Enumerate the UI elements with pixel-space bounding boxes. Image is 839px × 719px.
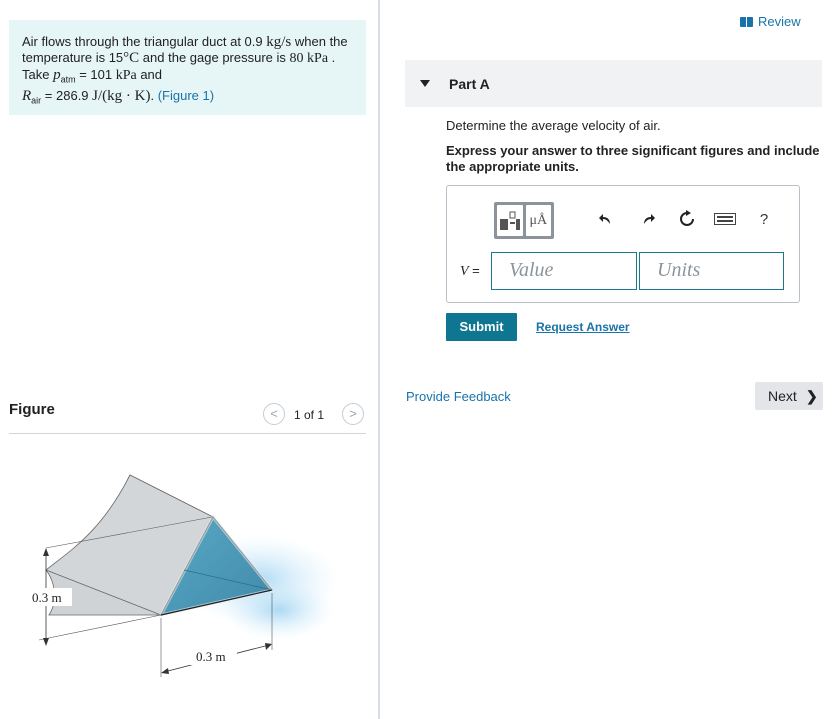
help-icon[interactable]: ? xyxy=(759,210,769,228)
degree-symbol: ° xyxy=(123,50,130,66)
celsius-symbol: C xyxy=(129,50,140,66)
flow-units: kg/s xyxy=(266,34,292,50)
figure-header xyxy=(9,400,366,434)
figure-pager: 1 of 1 xyxy=(294,408,325,422)
question-text: Determine the average velocity of air. xyxy=(446,118,661,133)
template-button-group xyxy=(494,202,554,239)
keyboard-icon[interactable] xyxy=(713,209,737,229)
dim-arrow xyxy=(43,638,49,646)
gas-constant-units: J/(kg · K) xyxy=(92,87,151,104)
dim-arrow xyxy=(43,548,49,556)
dim-arrow xyxy=(265,643,272,650)
review-label: Review xyxy=(758,14,801,29)
triangular-duct-drawing xyxy=(9,440,369,690)
part-a-header[interactable] xyxy=(405,60,822,107)
figure-title: Figure xyxy=(9,401,55,418)
figure-link[interactable]: (Figure 1) xyxy=(157,87,215,103)
templates-icon xyxy=(499,210,521,232)
next-button[interactable] xyxy=(755,382,823,410)
velocity-symbol: V xyxy=(460,264,469,279)
problem-text: . xyxy=(150,87,158,103)
submit-button[interactable]: Submit xyxy=(446,313,517,341)
r-symbol: R xyxy=(22,87,32,104)
dim-height-label: 0.3 m xyxy=(32,590,62,605)
undo-icon[interactable] xyxy=(596,209,616,229)
p-symbol: p xyxy=(53,67,61,83)
equals-sign: = xyxy=(468,263,480,278)
redo-icon[interactable] xyxy=(638,209,658,229)
answer-box xyxy=(446,185,800,303)
problem-text: = 101 xyxy=(75,67,116,82)
dim-width-label: 0.3 m xyxy=(196,649,226,664)
caret-down-icon[interactable] xyxy=(420,80,430,87)
kpa-units: kPa xyxy=(115,68,137,83)
answer-instructions: Express your answer to three significant figures and include the appropriate units. xyxy=(446,143,820,174)
value-input[interactable]: Value xyxy=(491,252,637,290)
problem-text: = 286.9 xyxy=(41,87,93,103)
figure-illustration xyxy=(9,440,369,690)
dim-arrow xyxy=(161,668,169,674)
figure-prev-button[interactable]: < xyxy=(263,403,285,425)
left-column xyxy=(0,0,380,719)
micro-angstrom-label: μÅ xyxy=(529,212,548,228)
request-answer-link[interactable]: Request Answer xyxy=(536,320,630,334)
figure-next-button[interactable]: > xyxy=(342,403,364,425)
answer-variable-label xyxy=(460,263,480,280)
problem-text: . Take xyxy=(22,50,336,82)
column-divider xyxy=(378,0,380,719)
gage-pressure-value: 80 kPa xyxy=(289,51,329,66)
problem-statement xyxy=(9,20,366,115)
review-link[interactable] xyxy=(740,14,801,29)
reset-icon[interactable] xyxy=(677,209,697,229)
r-subscript: air xyxy=(31,95,42,106)
provide-feedback-link[interactable]: Provide Feedback xyxy=(406,389,511,404)
problem-text: and the gage pressure is xyxy=(139,50,286,65)
problem-text: when the temperature is 15 xyxy=(22,34,348,65)
next-label: Next xyxy=(768,388,797,404)
math-toolbar xyxy=(448,187,784,243)
p-subscript: atm xyxy=(60,74,76,85)
problem-text: and xyxy=(136,67,163,82)
part-title: Part A xyxy=(449,76,490,92)
templates-button[interactable] xyxy=(497,205,523,236)
problem-text: Air flows through the triangular duct at 0.9 xyxy=(22,34,267,49)
dim-extension-line xyxy=(39,615,161,640)
units-input[interactable]: Units xyxy=(639,252,784,290)
book-icon xyxy=(740,17,753,27)
units-symbols-button[interactable] xyxy=(526,205,552,236)
chevron-right-icon: ❯ xyxy=(806,388,818,404)
